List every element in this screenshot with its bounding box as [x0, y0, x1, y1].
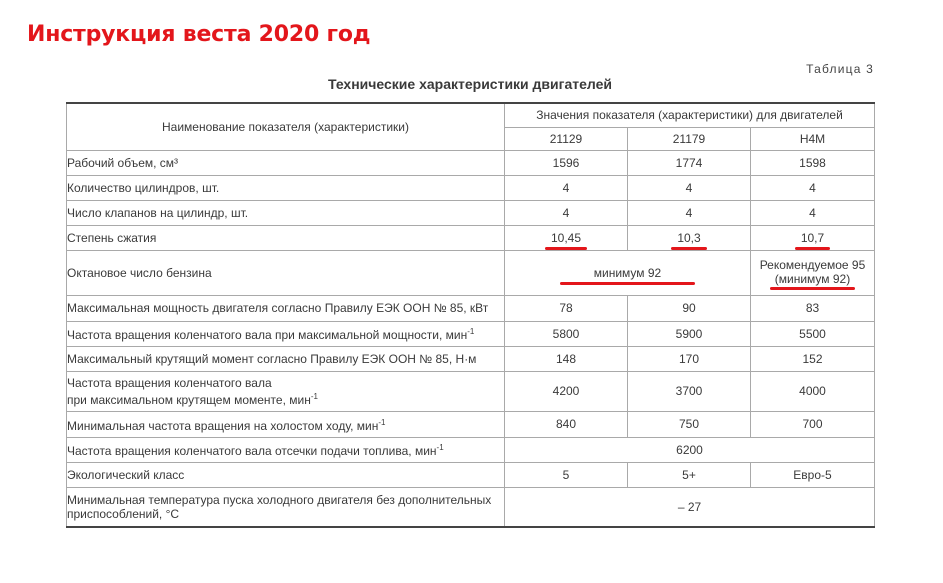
cell-value: 4000: [751, 371, 875, 411]
cell-value: 5+: [628, 462, 751, 487]
table-row: [67, 321, 875, 346]
row-label: Рабочий объем, см³: [67, 150, 505, 175]
table-row: [67, 150, 875, 175]
cell-value: 4: [505, 175, 628, 200]
cell-value: 5900: [628, 321, 751, 346]
row-label: Число клапанов на цилиндр, шт.: [67, 200, 505, 225]
table-row: [67, 200, 875, 225]
cell-value: 750: [628, 411, 751, 437]
engine-specs-table: [66, 102, 875, 528]
highlighted-value: 10,3: [677, 230, 701, 245]
cell-value: 6200: [505, 437, 875, 462]
cell-value: 4: [751, 200, 875, 225]
cell-value: 4: [628, 175, 751, 200]
table-title: Технические характеристики двигателей: [327, 76, 613, 92]
cell-value: 4200: [505, 371, 628, 411]
header-engine-21129: 21129: [505, 127, 628, 150]
table-header-row: [67, 103, 875, 127]
cell-value: 4: [628, 200, 751, 225]
table-row: [67, 437, 875, 462]
table-row: [67, 175, 875, 200]
highlighted-value: 10,7: [800, 230, 825, 245]
row-label: Минимальная частота вращения на холостом ходу, мин$^{-1}$: [67, 411, 505, 437]
cell-value: 700: [751, 411, 875, 437]
table-row: [67, 295, 875, 321]
row-label: Максимальный крутящий момент согласно Правилу ЕЭК ООН № 85, Н·м: [67, 346, 505, 371]
highlighted-value: минимум 92: [593, 265, 662, 280]
row-label: Частота вращения коленчатого вала отсечки подачи топлива, мин$^{-1}$: [67, 437, 505, 462]
row-label: Октановое число бензина: [67, 250, 505, 295]
highlighted-value: (минимум 92): [774, 272, 851, 286]
page-heading: Инструкция веста 2020 год: [27, 22, 371, 47]
table-number-label: Таблица 3: [806, 62, 874, 76]
cell-value: 148: [505, 346, 628, 371]
cell-value: 5500: [751, 321, 875, 346]
cell-value: 170: [628, 346, 751, 371]
header-engine-21179: 21179: [628, 127, 751, 150]
row-label: Максимальная мощность двигателя согласно Правилу ЕЭК ООН № 85, кВт: [67, 295, 505, 321]
row-label: Степень сжатия: [67, 225, 505, 250]
cell-value: Евро-5: [751, 462, 875, 487]
cell-value: 90: [628, 295, 751, 321]
cell-value: – 27: [505, 487, 875, 527]
table-row: [67, 411, 875, 437]
row-label: Экологический класс: [67, 462, 505, 487]
header-engine-h4m: H4M: [751, 127, 875, 150]
table-row: [67, 487, 875, 527]
header-name-column: Наименование показателя (характеристики): [67, 103, 505, 150]
cell-value: 78: [505, 295, 628, 321]
cell-value: 1774: [628, 150, 751, 175]
row-label: Количество цилиндров, шт.: [67, 175, 505, 200]
table-row: [67, 371, 875, 411]
cell-value: 152: [751, 346, 875, 371]
table-row-compression: [67, 225, 875, 250]
highlighted-value: 10,45: [550, 230, 582, 245]
cell-value: 4: [751, 175, 875, 200]
row-label: Частота вращения коленчатого вала при максимальном крутящем моменте, мин$^{-1}$: [67, 371, 505, 411]
cell-value: 1596: [505, 150, 628, 175]
cell-value: 83: [751, 295, 875, 321]
header-values-group: Значения показателя (характеристики) для двигателей: [505, 103, 875, 127]
table-row: [67, 346, 875, 371]
table-row: [67, 462, 875, 487]
row-label: Минимальная температура пуска холодного двигателя без дополнительных приспособлений, °С: [67, 487, 505, 527]
cell-value: 5: [505, 462, 628, 487]
cell-value: 3700: [628, 371, 751, 411]
cell-value: 5800: [505, 321, 628, 346]
cell-value: 4: [505, 200, 628, 225]
cell-value: 1598: [751, 150, 875, 175]
cell-value: Рекомендуемое 95: [759, 258, 866, 272]
cell-value: 840: [505, 411, 628, 437]
row-label: Частота вращения коленчатого вала при максимальной мощности, мин$^{-1}$: [67, 321, 505, 346]
table-row-octane: [67, 250, 875, 295]
